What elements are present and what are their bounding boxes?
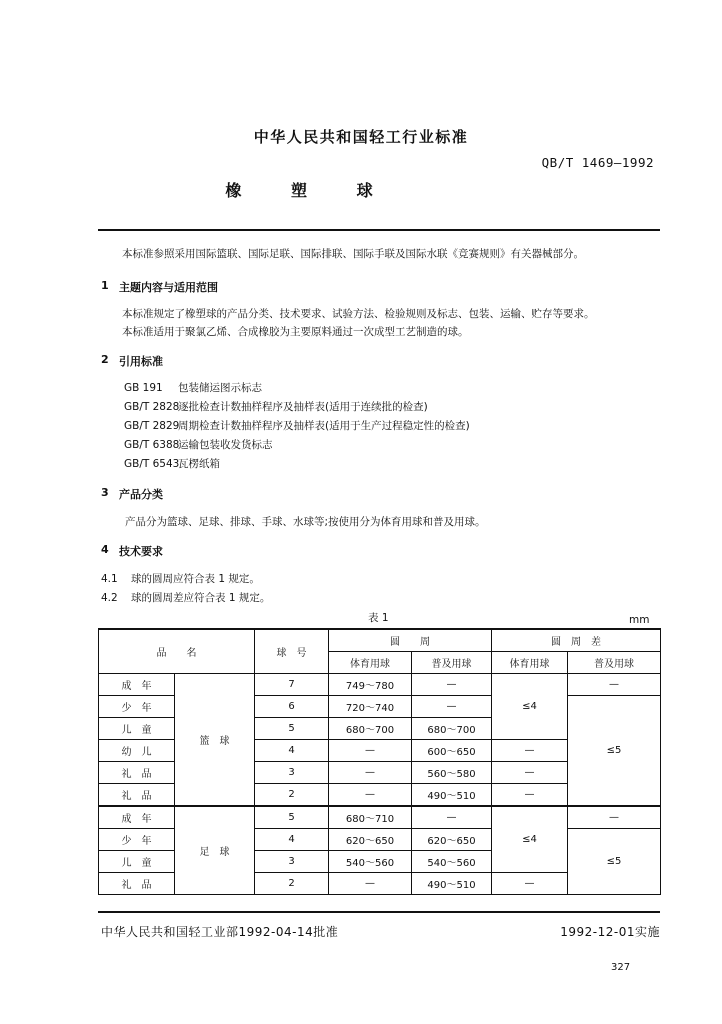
- sport-diff-cell: ≤4: [492, 674, 568, 740]
- size-cell: 2: [255, 873, 329, 895]
- grade-cell: 成 年: [99, 806, 175, 829]
- grade-cell: 礼 品: [99, 762, 175, 784]
- circumference-table: [98, 628, 661, 895]
- effective-date: 1992-12-01实施: [560, 925, 660, 939]
- popular-diff-cell: ≤5: [568, 829, 661, 895]
- popular-circ-cell: —: [412, 674, 492, 696]
- sport-circ-cell: —: [329, 740, 412, 762]
- reference-item: [124, 397, 470, 416]
- sport-diff-cell: —: [492, 784, 568, 807]
- intro-paragraph: 本标准参照采用国际篮联、国际足联、国际排联、国际手联及国际水联《竞赛规则》有关器械部分。: [122, 248, 584, 260]
- reference-code: GB/T 6543: [124, 457, 180, 470]
- popular-circ-cell: —: [412, 806, 492, 829]
- popular-circ-cell: 600～650: [412, 740, 492, 762]
- grade-cell: 礼 品: [99, 873, 175, 895]
- size-cell: 6: [255, 696, 329, 718]
- section-4-number: 4: [101, 543, 109, 556]
- reference-item: [124, 416, 470, 435]
- standard-code: QB/T 1469—1992: [541, 155, 654, 170]
- sport-circ-cell: 680～710: [329, 806, 412, 829]
- sport-diff-cell: —: [492, 873, 568, 895]
- reference-name: 周期检查计数抽样程序及抽样表(适用于生产过程稳定性的检查): [178, 419, 470, 432]
- popular-diff-cell: ≤5: [568, 696, 661, 807]
- header-ball-size: 球 号: [255, 629, 329, 674]
- sport-circ-cell: 680～700: [329, 718, 412, 740]
- section-3-number: 3: [101, 486, 109, 499]
- clause-4-2-text: 球的圆周差应符合表 1 规定。: [131, 592, 271, 604]
- header-popular-ball-diff: 普及用球: [568, 652, 661, 674]
- sport-diff-cell: —: [492, 762, 568, 784]
- size-cell: 5: [255, 718, 329, 740]
- section-4-title: 技术要求: [119, 545, 163, 558]
- reference-item: [124, 454, 470, 473]
- grade-cell: 少 年: [99, 829, 175, 851]
- grade-cell: 礼 品: [99, 784, 175, 807]
- size-cell: 3: [255, 851, 329, 873]
- size-cell: 4: [255, 740, 329, 762]
- popular-diff-cell: —: [568, 806, 661, 829]
- sport-circ-cell: 540～560: [329, 851, 412, 873]
- size-cell: 2: [255, 784, 329, 807]
- section-3-title: 产品分类: [119, 488, 163, 501]
- table-unit: mm: [629, 614, 650, 626]
- reference-standards-list: [124, 378, 470, 473]
- sport-circ-cell: —: [329, 784, 412, 807]
- grade-cell: 儿 童: [99, 851, 175, 873]
- header-circumference: 圆 周: [329, 629, 492, 652]
- sport-circ-cell: —: [329, 873, 412, 895]
- reference-code: GB/T 2828: [124, 400, 180, 413]
- popular-circ-cell: 620～650: [412, 829, 492, 851]
- section-1-para-1: 本标准规定了橡塑球的产品分类、技术要求、试验方法、检验规则及标志、包装、运输、贮存等要求。: [122, 308, 595, 320]
- sport-circ-cell: 720～740: [329, 696, 412, 718]
- reference-item: [124, 378, 470, 397]
- popular-diff-cell: —: [568, 674, 661, 696]
- sport-circ-cell: 749～780: [329, 674, 412, 696]
- size-cell: 3: [255, 762, 329, 784]
- popular-circ-cell: 560～580: [412, 762, 492, 784]
- section-3-para: 产品分为篮球、足球、排球、手球、水球等;按使用分为体育用球和普及用球。: [125, 516, 486, 528]
- clause-4-1-text: 球的圆周应符合表 1 规定。: [131, 573, 260, 585]
- sport-diff-cell: —: [492, 740, 568, 762]
- football-label: 足 球: [175, 806, 255, 895]
- table-caption: 表 1: [368, 612, 389, 624]
- grade-cell: 儿 童: [99, 718, 175, 740]
- reference-code: GB/T 6388: [124, 438, 180, 451]
- popular-circ-cell: —: [412, 696, 492, 718]
- approval-date: 中华人民共和国轻工业部1992-04-14批准: [101, 925, 339, 939]
- header-sport-ball: 体育用球: [329, 652, 412, 674]
- header-popular-ball: 普及用球: [412, 652, 492, 674]
- reference-name: 逐批检查计数抽样程序及抽样表(适用于连续批的检查): [178, 400, 428, 413]
- sport-diff-cell: ≤4: [492, 806, 568, 873]
- popular-circ-cell: 490～510: [412, 873, 492, 895]
- sport-circ-cell: —: [329, 762, 412, 784]
- section-1-number: 1: [101, 279, 109, 292]
- clause-4-2-number: 4.2: [101, 592, 118, 604]
- table-row: [99, 674, 661, 696]
- header-product-name: 品 名: [99, 629, 255, 674]
- footer-rule: [98, 911, 660, 913]
- grade-cell: 少 年: [99, 696, 175, 718]
- header-rule: [98, 229, 660, 231]
- page-number: 327: [611, 962, 631, 973]
- reference-item: [124, 435, 470, 454]
- document-title: 橡 塑 球: [225, 181, 395, 200]
- sport-circ-cell: 620～650: [329, 829, 412, 851]
- header-sport-ball-diff: 体育用球: [492, 652, 568, 674]
- reference-name: 包装储运图示标志: [178, 381, 262, 394]
- table-header-row: [99, 629, 661, 652]
- section-2-title: 引用标准: [119, 355, 163, 368]
- section-1-title: 主题内容与适用范围: [119, 281, 218, 294]
- section-2-number: 2: [101, 353, 109, 366]
- grade-cell: 成 年: [99, 674, 175, 696]
- basketball-label: 篮 球: [175, 674, 255, 807]
- size-cell: 4: [255, 829, 329, 851]
- section-1-para-2: 本标准适用于聚氯乙烯、合成橡胶为主要原料通过一次成型工艺制造的球。: [122, 326, 469, 338]
- header-circumference-diff: 圆 周 差: [492, 629, 661, 652]
- reference-name: 运输包装收发货标志: [178, 438, 273, 451]
- reference-code: GB/T 2829: [124, 419, 180, 432]
- reference-code: GB 191: [124, 381, 163, 394]
- standard-category: 中华人民共和国轻工行业标准: [253, 128, 469, 146]
- size-cell: 5: [255, 806, 329, 829]
- popular-circ-cell: 680～700: [412, 718, 492, 740]
- reference-name: 瓦楞纸箱: [178, 457, 220, 470]
- grade-cell: 幼 儿: [99, 740, 175, 762]
- size-cell: 7: [255, 674, 329, 696]
- popular-circ-cell: 540～560: [412, 851, 492, 873]
- clause-4-1-number: 4.1: [101, 573, 118, 585]
- popular-circ-cell: 490～510: [412, 784, 492, 807]
- table-row: [99, 806, 661, 829]
